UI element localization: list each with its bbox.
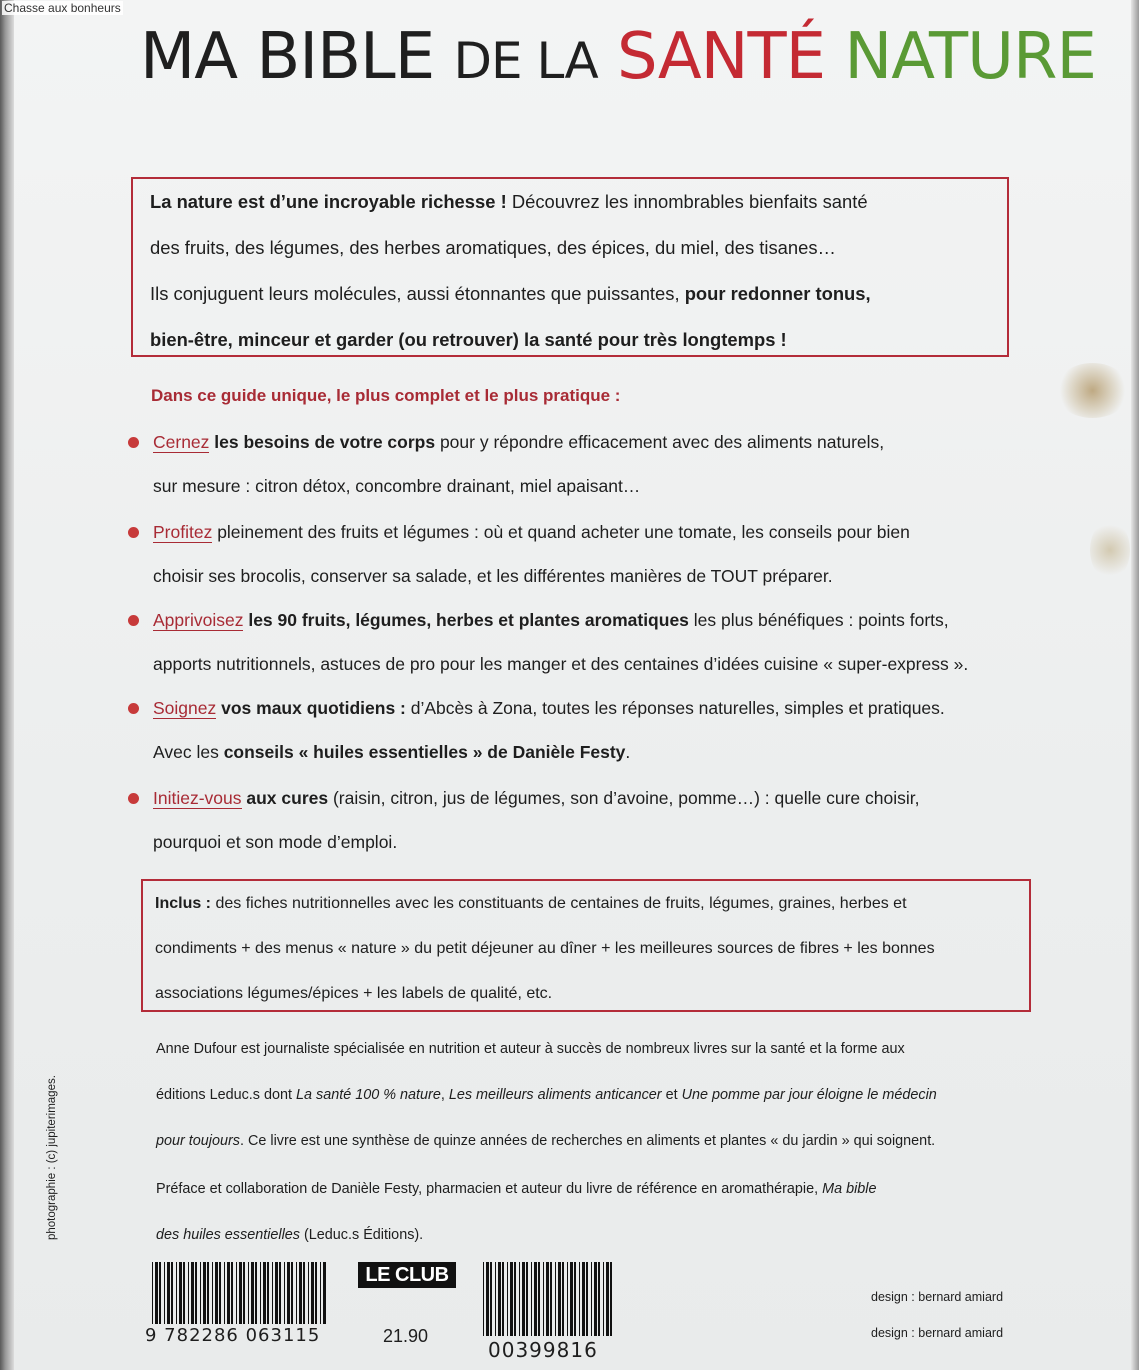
barcode-bar [299,1262,302,1324]
barcode-bar [195,1262,197,1324]
preface-line-1: Préface et collaboration de Danièle Festy, pharmacien et auteur du livre de référence en aromathérapie, [156,1181,823,1197]
barcode-bar [219,1262,221,1324]
intro-line-2: des fruits, des légumes, des herbes aromatiques, des épices, du miel, des tisanes… [150,237,836,258]
barcode-bar [260,1262,261,1324]
barcode-bar [291,1262,293,1324]
barcode-bar [534,1262,537,1336]
intro-lead-rest: Découvrez les innombrables bienfaits santé [506,191,868,212]
bio-line-1: Anne Dufour est journaliste spécialisée en nutrition et auteur à succès de nombreux livres sur la santé et la forme aux [156,1041,905,1057]
bullet-dot-icon [128,793,139,804]
bullet-bold: vos maux quotidiens : [216,698,406,718]
barcode-bar [498,1262,501,1336]
barcode-bar [267,1262,269,1324]
barcode-bar [263,1262,266,1324]
title-part-1: MA BIBLE [140,20,435,94]
barcode-bar [200,1262,201,1324]
barcode-bar [558,1262,561,1336]
intro-line-3: Ils conjuguent leurs molécules, aussi étonnantes que puissantes, [150,283,685,304]
barcode-bar [522,1262,525,1336]
design-credit: design : bernard amiard [871,1326,1004,1340]
barcode-bar [188,1262,189,1324]
bullet-keyword: Soignez [153,698,217,718]
barcode-bar [606,1262,609,1336]
intro-lead-bold: La nature est d’une incroyable richesse ! [150,191,507,212]
bullet-dot-icon [128,615,139,626]
inclus-line-1: des fiches nutritionnelles avec les constituants de centaines de fruits, légumes, graines, herbes et [211,895,907,912]
bio-line-2: éditions Leduc.s dont [156,1087,297,1103]
preface-credit [156,1166,1036,1258]
bullet-dot-icon [128,703,139,714]
title-part-2: DE LA [453,32,598,90]
intro-text [150,179,1020,363]
barcode-bar [179,1262,182,1324]
barcode-bar [207,1262,209,1324]
preface-book-title: des huiles essentielles [156,1227,300,1243]
bullet-text [153,686,1033,774]
stain-mark [1055,363,1130,418]
barcode-bar [570,1262,573,1336]
preface-book-title: Ma bible [822,1181,877,1197]
bullet-line-2: sur mesure : citron détox, concombre drainant, miel apaisant… [153,476,641,496]
stain-mark [1090,520,1130,580]
barcode-bar [514,1262,516,1336]
bullet-dot-icon [128,527,139,538]
barcode-bar [538,1262,540,1336]
bullet-dot-icon [128,437,139,448]
bullet-line-2: apports nutritionnels, astuces de pro pour les manger et des centaines d’idées cuisine « super-express ». [153,654,969,674]
bullet-line-2: pourquoi et son mode d’emploi. [153,832,398,852]
barcode-bar [507,1262,508,1336]
guide-subheading: Dans ce guide unique, le plus complet et le plus pratique : [151,386,621,405]
barcode-bar [526,1262,528,1336]
barcode-bar [239,1262,242,1324]
barcode-bar [519,1262,520,1336]
bullet-rest: (raisin, citron, jus de légumes, son d’avoine, pomme…) : quelle cure choisir, [328,788,920,808]
inclus-text [155,881,1027,1016]
barcode-bar [152,1262,153,1324]
barcode-bar [176,1262,177,1324]
barcode-bar [603,1262,604,1336]
bullet-line-2: choisir ses brocolis, conserver sa salade, et les différentes manières de TOUT préparer. [153,566,833,586]
barcode-bar [191,1262,194,1324]
bullet-text [153,776,1033,864]
barcode-bar [296,1262,297,1324]
barcode-bar [215,1262,218,1324]
cover-edge-left [0,0,14,1370]
barcode-bar [303,1262,305,1324]
bullet-keyword: Apprivoisez [153,610,244,630]
bio-line-3: . Ce livre est une synthèse de quinze années de recherches en aliments et plantes « du jardin » qui soignent. [240,1133,936,1149]
bullet-keyword: Initiez-vous [153,788,242,808]
book-title [140,20,1096,96]
barcode-bar [311,1262,314,1324]
barcode-bar [323,1262,326,1324]
barcode-bar [243,1262,245,1324]
barcode-bar [251,1262,254,1324]
bio-book-title: Une pomme par jour éloigne le médecin [681,1087,937,1103]
bullet-line-2-bold: conseils « huiles essentielles » de Danièle Festy [223,742,626,762]
barcode-bar [164,1262,165,1324]
bullet-text [153,598,1033,686]
bio-sep: et [661,1087,682,1103]
inclus-line-2: condiments + des menus « nature » du petit déjeuner au dîner + les meilleures sources de fibres + les bonnes [155,940,935,957]
bullet-rest: pleinement des fruits et légumes : où et quand acheter une tomate, les conseils pour bien [212,522,910,542]
barcode-bar [320,1262,321,1324]
barcode-bar [594,1262,597,1336]
title-part-3: SANTÉ [617,20,826,94]
barcode-bar [495,1262,496,1336]
barcode-bar [224,1262,225,1324]
bullet-bold: aux cures [241,788,329,808]
barcode-bar [591,1262,592,1336]
barcode-bar [236,1262,237,1324]
title-part-4: NATURE [844,20,1096,94]
barcode-bar [315,1262,317,1324]
barcode-bar [284,1262,285,1324]
barcode-bar [227,1262,230,1324]
barcode-bar [308,1262,309,1324]
inclus-box [141,879,1031,1012]
barcode-bar [248,1262,249,1324]
bullet-rest: pour y répondre efficacement avec des aliments naturels, [435,432,885,452]
barcode-bar [486,1262,489,1336]
barcode-bar [610,1262,612,1336]
barcode-bar [579,1262,580,1336]
bio-book-title: Les meilleurs aliments anticancer [448,1087,662,1103]
barcode-bar [183,1262,185,1324]
bullet-rest: d’Abcès à Zona, toutes les réponses naturelles, simples et pratiques. [405,698,945,718]
barcode-bar [155,1262,158,1324]
barcode-bar [279,1262,281,1324]
barcode-bar [159,1262,161,1324]
bio-sep: , [440,1087,449,1103]
design-credit: design : bernard amiard [871,1290,1004,1304]
inclus-label: Inclus : [155,895,212,912]
barcode-bar [598,1262,600,1336]
price-label: 21.90 [383,1326,429,1346]
photo-credit: photographie : (c) jupiterimages. [46,1075,58,1240]
barcode-bar [287,1262,290,1324]
barcode-bar [212,1262,213,1324]
preface-line-2: (Leduc.s Éditions). [300,1227,424,1243]
inclus-line-3: associations légumes/épices + les labels de qualité, etc. [155,985,553,1002]
club-barcode [483,1262,613,1342]
bio-book-title: La santé 100 % nature [296,1087,441,1103]
cover-edge-right [1131,0,1139,1370]
barcode-bar [203,1262,206,1324]
barcode-bar [167,1262,170,1324]
isbn-number: 9 782286 063115 [145,1325,321,1346]
barcode-bar [231,1262,233,1324]
barcode-bar [546,1262,549,1336]
bullet-rest: les plus bénéfiques : points forts, [688,610,949,630]
bullet-bold: les 90 fruits, légumes, herbes et plantes aromatiques [243,610,689,630]
bullet-keyword: Cernez [153,432,210,452]
intro-line-3-bold: pour redonner tonus, [684,283,871,304]
watermark-label: Chasse aux bonheurs [4,1,121,15]
barcode-bar [531,1262,532,1336]
barcode-bar [574,1262,576,1336]
barcode-bar [550,1262,552,1336]
bullet-keyword: Profitez [153,522,213,542]
barcode-bar [510,1262,513,1336]
barcode-bar [562,1262,564,1336]
barcode-bar [490,1262,492,1336]
intro-box [131,177,1009,357]
barcode-bar [555,1262,556,1336]
barcode-bar [272,1262,273,1324]
barcode-bar [255,1262,257,1324]
barcode-bar [275,1262,278,1324]
barcode-bar [567,1262,568,1336]
le-club-logo: LE CLUB [358,1262,456,1288]
bio-book-title: pour toujours [156,1133,240,1149]
bullet-line-2c: . [625,742,631,762]
bullet-text [153,420,1033,508]
bullet-bold: les besoins de votre corps [214,432,436,452]
barcode-bar [502,1262,504,1336]
author-bio [156,1026,1036,1164]
club-code: 00399816 [488,1338,598,1362]
intro-line-4: bien-être, minceur et garder (ou retrouver) la santé pour très longtemps ! [150,329,787,350]
barcode-bar [586,1262,588,1336]
barcode-bar [543,1262,544,1336]
bullet-line-2a: Avec les [153,742,224,762]
barcode-bar [483,1262,484,1336]
barcode-bar [171,1262,173,1324]
bullet-text [153,510,1033,598]
barcode-bar [582,1262,585,1336]
